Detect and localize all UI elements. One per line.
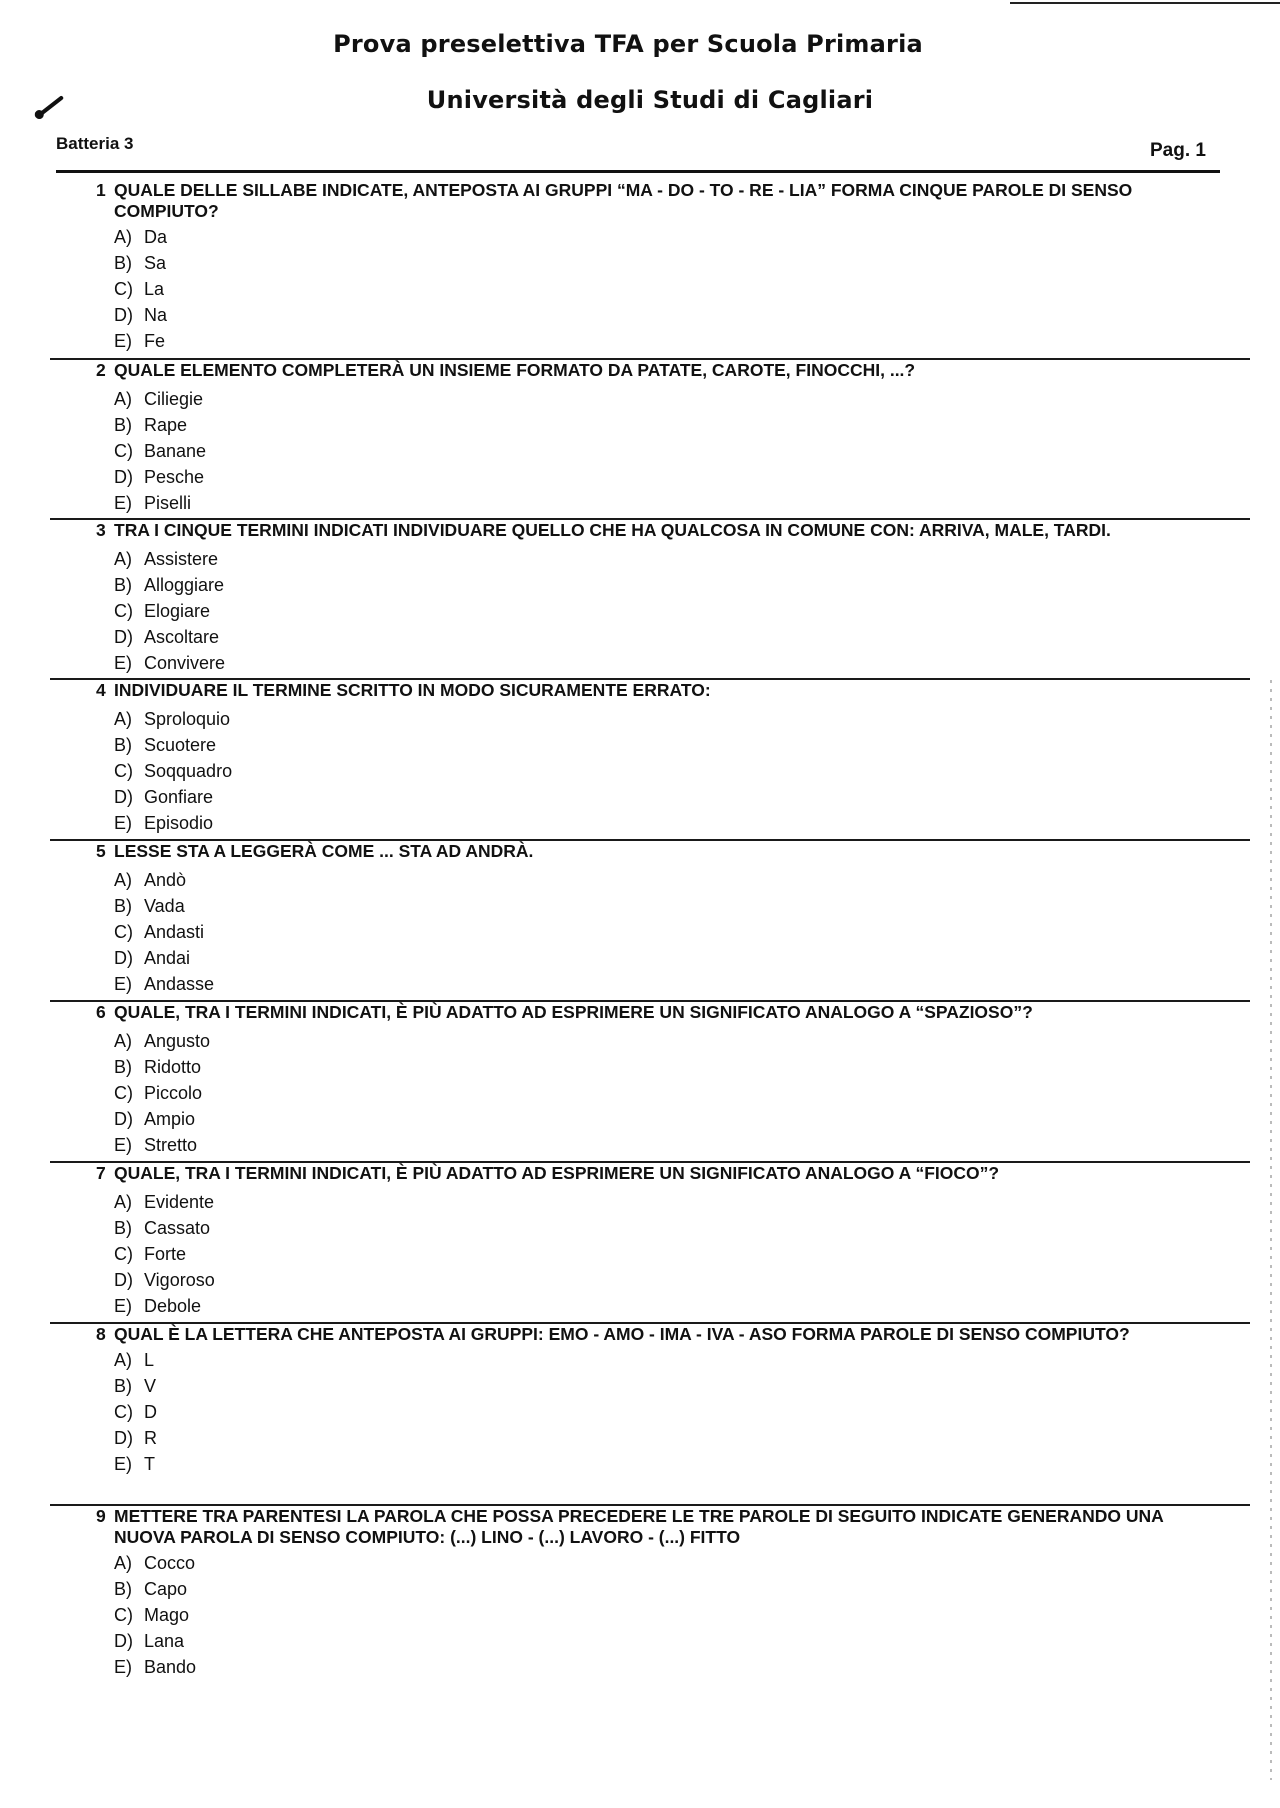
question-number: 7 <box>96 1163 106 1183</box>
option-text: Andasse <box>144 974 215 994</box>
option-letter: B) <box>114 253 132 273</box>
question-block <box>50 360 1250 520</box>
option-letter: C) <box>114 1605 133 1625</box>
option-letter: D) <box>114 305 133 325</box>
answer-option <box>114 386 1222 412</box>
option-letter: C) <box>114 761 133 781</box>
answer-option <box>114 1054 1222 1080</box>
answer-option <box>114 810 1222 836</box>
option-text: Ciliegie <box>144 389 204 409</box>
option-text: Assistere <box>144 549 219 569</box>
question-block <box>50 520 1250 680</box>
question-number: 9 <box>96 1506 106 1526</box>
answer-option <box>114 784 1222 810</box>
option-letter: A) <box>114 389 132 409</box>
question-text: METTERE TRA PARENTESI LA PAROLA CHE POSSA PRECEDERE LE TRE PAROLE DI SEGUITO INDICATE GENERANDO UNA NUOVA PAROLA DI SENSO COMPIUTO: (...) LINO - (...) LAVORO - (...) FITTO <box>114 1506 1164 1547</box>
question-text: QUALE, TRA I TERMINI INDICATI, È PIÙ ADATTO AD ESPRIMERE UN SIGNIFICATO ANALOGO A “SPAZIOSO”? <box>114 1002 1033 1022</box>
answer-option <box>114 1628 1222 1654</box>
option-text: Scuotere <box>144 735 217 755</box>
answer-option <box>114 464 1222 490</box>
question-text: QUAL È LA LETTERA CHE ANTEPOSTA AI GRUPPI: EMO - AMO - IMA - IVA - ASO FORMA PAROLE DI SENSO COMPIUTO? <box>114 1324 1130 1344</box>
answer-option <box>114 1576 1222 1602</box>
option-text: Cocco <box>144 1553 196 1573</box>
answer-option <box>114 1399 1222 1425</box>
option-text: Evidente <box>144 1192 215 1212</box>
page-number: Pag. 1 <box>1150 140 1206 161</box>
scan-edge-artifact <box>1270 680 1272 1780</box>
question-text: QUALE ELEMENTO COMPLETERÀ UN INSIEME FORMATO DA PATATE, CAROTE, FINOCCHI, ...? <box>114 360 916 380</box>
answer-option <box>114 758 1222 784</box>
answer-option <box>114 971 1222 997</box>
option-letter: D) <box>114 627 133 647</box>
option-text: Ampio <box>144 1109 196 1129</box>
question-number: 4 <box>96 680 106 700</box>
option-letter: D) <box>114 1631 133 1651</box>
answer-option <box>114 624 1222 650</box>
answer-option <box>114 302 1222 328</box>
answer-option <box>114 893 1222 919</box>
option-text: Banane <box>144 441 207 461</box>
answer-option <box>114 598 1222 624</box>
option-letter: B) <box>114 1376 132 1396</box>
answer-option <box>114 1654 1222 1680</box>
question-header <box>96 180 1222 222</box>
option-text: T <box>144 1454 155 1474</box>
option-letter: C) <box>114 441 133 461</box>
option-letter: A) <box>114 549 132 569</box>
question-block <box>50 841 1250 1002</box>
option-letter: B) <box>114 1218 132 1238</box>
question-block <box>50 1002 1250 1163</box>
answer-option <box>114 1347 1222 1373</box>
answer-option <box>114 546 1222 572</box>
option-letter: E) <box>114 493 132 513</box>
answer-option <box>114 572 1222 598</box>
question-block <box>50 1506 1250 1686</box>
option-letter: B) <box>114 1579 132 1599</box>
answer-option <box>114 250 1222 276</box>
option-letter: C) <box>114 601 133 621</box>
answer-option <box>114 276 1222 302</box>
option-text: Alloggiare <box>144 575 225 595</box>
option-letter: E) <box>114 1454 132 1474</box>
answer-option <box>114 1602 1222 1628</box>
option-text: Capo <box>144 1579 188 1599</box>
option-text: Cassato <box>144 1218 211 1238</box>
option-letter: B) <box>114 1057 132 1077</box>
option-text: Mago <box>144 1605 190 1625</box>
answer-option <box>114 706 1222 732</box>
question-header <box>96 1002 1222 1023</box>
option-text: R <box>144 1428 157 1448</box>
answer-option <box>114 1425 1222 1451</box>
answer-options <box>114 706 1222 836</box>
question-text: TRA I CINQUE TERMINI INDICATI INDIVIDUARE QUELLO CHE HA QUALCOSA IN COMUNE CON: ARRIVA, MALE, TARDI. <box>114 520 1111 540</box>
option-letter: A) <box>114 227 132 247</box>
option-letter: D) <box>114 1270 133 1290</box>
answer-option <box>114 650 1222 676</box>
option-letter: D) <box>114 467 133 487</box>
question-header <box>96 841 1222 862</box>
answer-option <box>114 490 1222 516</box>
option-letter: C) <box>114 1083 133 1103</box>
batteria-label: Batteria 3 <box>56 134 134 153</box>
answer-option <box>114 1451 1222 1477</box>
question-header <box>96 520 1222 541</box>
option-letter: E) <box>114 813 132 833</box>
option-text: Elogiare <box>144 601 211 621</box>
answer-option <box>114 1080 1222 1106</box>
option-text: Angusto <box>144 1031 211 1051</box>
option-letter: D) <box>114 1428 133 1448</box>
option-letter: A) <box>114 1031 132 1051</box>
question-number: 1 <box>96 180 106 200</box>
question-number: 6 <box>96 1002 106 1022</box>
option-text: Stretto <box>144 1135 198 1155</box>
answer-options <box>114 1189 1222 1319</box>
option-letter: D) <box>114 948 133 968</box>
option-text: Convivere <box>144 653 226 673</box>
question-block <box>50 680 1250 841</box>
question-number: 2 <box>96 360 106 380</box>
option-text: Bando <box>144 1657 197 1677</box>
option-text: Na <box>144 305 168 325</box>
option-text: V <box>144 1376 157 1396</box>
question-header <box>96 1324 1222 1345</box>
answer-option <box>114 1241 1222 1267</box>
option-letter: B) <box>114 896 132 916</box>
option-letter: E) <box>114 1135 132 1155</box>
option-text: Vigoroso <box>144 1270 215 1290</box>
answer-option <box>114 1132 1222 1158</box>
option-text: Ridotto <box>144 1057 202 1077</box>
option-text: Ascoltare <box>144 627 220 647</box>
answer-option <box>114 867 1222 893</box>
option-text: Lana <box>144 1631 185 1651</box>
option-letter: C) <box>114 279 133 299</box>
option-text: Forte <box>144 1244 187 1264</box>
answer-option <box>114 1028 1222 1054</box>
option-text: Fe <box>144 331 166 351</box>
option-letter: E) <box>114 1657 132 1677</box>
option-text: Andò <box>144 870 187 890</box>
option-text: Gonfiare <box>144 787 214 807</box>
option-letter: E) <box>114 331 132 351</box>
option-letter: B) <box>114 415 132 435</box>
question-list <box>0 180 1280 1686</box>
option-text: Piccolo <box>144 1083 203 1103</box>
page-title: Prova preselettiva TFA per Scuola Primaria <box>333 30 923 58</box>
option-letter: A) <box>114 1192 132 1212</box>
option-text: Da <box>144 227 168 247</box>
answer-options <box>114 546 1222 676</box>
answer-option <box>114 224 1222 250</box>
option-text: Soqquadro <box>144 761 233 781</box>
option-letter: C) <box>114 922 133 942</box>
question-text: QUALE, TRA I TERMINI INDICATI, È PIÙ ADATTO AD ESPRIMERE UN SIGNIFICATO ANALOGO A “FIOCO”? <box>114 1163 1000 1183</box>
question-header <box>96 1163 1222 1184</box>
answer-option <box>114 732 1222 758</box>
option-letter: A) <box>114 870 132 890</box>
option-letter: B) <box>114 735 132 755</box>
option-letter: C) <box>114 1244 133 1264</box>
answer-option <box>114 1293 1222 1319</box>
option-text: Debole <box>144 1296 202 1316</box>
question-block <box>50 180 1250 360</box>
option-letter: E) <box>114 1296 132 1316</box>
option-text: Episodio <box>144 813 214 833</box>
option-letter: C) <box>114 1402 133 1422</box>
answer-options <box>114 1550 1222 1680</box>
option-letter: E) <box>114 653 132 673</box>
question-block <box>50 1163 1250 1324</box>
question-header <box>96 680 1222 701</box>
answer-option <box>114 412 1222 438</box>
answer-options <box>114 1347 1222 1477</box>
option-text: Pesche <box>144 467 205 487</box>
question-number: 5 <box>96 841 106 861</box>
option-text: Vada <box>144 896 185 916</box>
option-text: La <box>144 279 165 299</box>
answer-option <box>114 1267 1222 1293</box>
answer-options <box>114 1028 1222 1158</box>
answer-option <box>114 1189 1222 1215</box>
option-text: D <box>144 1402 157 1422</box>
option-letter: E) <box>114 974 132 994</box>
answer-option <box>114 945 1222 971</box>
university-name: Università degli Studi di Cagliari <box>426 86 874 114</box>
answer-option <box>114 328 1222 354</box>
option-text: L <box>144 1350 155 1370</box>
answer-option <box>114 1215 1222 1241</box>
answer-options <box>114 224 1222 354</box>
option-text: Andai <box>144 948 191 968</box>
answer-options <box>114 867 1222 997</box>
answer-option <box>114 1373 1222 1399</box>
answer-option <box>114 919 1222 945</box>
question-text: QUALE DELLE SILLABE INDICATE, ANTEPOSTA AI GRUPPI “MA - DO - TO - RE - LIA” FORMA CINQUE PAROLE DI SENSO COMPIUTO? <box>114 180 1133 221</box>
question-text: INDIVIDUARE IL TERMINE SCRITTO IN MODO SICURAMENTE ERRATO: <box>114 680 711 700</box>
answer-option <box>114 438 1222 464</box>
option-text: Sproloquio <box>144 709 231 729</box>
option-letter: D) <box>114 787 133 807</box>
question-block <box>50 1324 1250 1506</box>
question-number: 8 <box>96 1324 106 1344</box>
answer-option <box>114 1106 1222 1132</box>
question-number: 3 <box>96 520 106 540</box>
option-text: Rape <box>144 415 188 435</box>
option-letter: B) <box>114 575 132 595</box>
option-text: Sa <box>144 253 167 273</box>
question-text: LESSE STA A LEGGERÀ COME ... STA AD ANDRÀ. <box>114 841 534 861</box>
answer-options <box>114 386 1222 516</box>
header-divider <box>56 170 1220 173</box>
option-text: Andasti <box>144 922 205 942</box>
option-letter: A) <box>114 1553 132 1573</box>
option-letter: A) <box>114 1350 132 1370</box>
question-header <box>96 1506 1222 1548</box>
question-header <box>96 360 1222 381</box>
option-text: Piselli <box>144 493 192 513</box>
option-letter: A) <box>114 709 132 729</box>
answer-option <box>114 1550 1222 1576</box>
option-letter: D) <box>114 1109 133 1129</box>
top-edge-rule <box>1010 2 1280 4</box>
